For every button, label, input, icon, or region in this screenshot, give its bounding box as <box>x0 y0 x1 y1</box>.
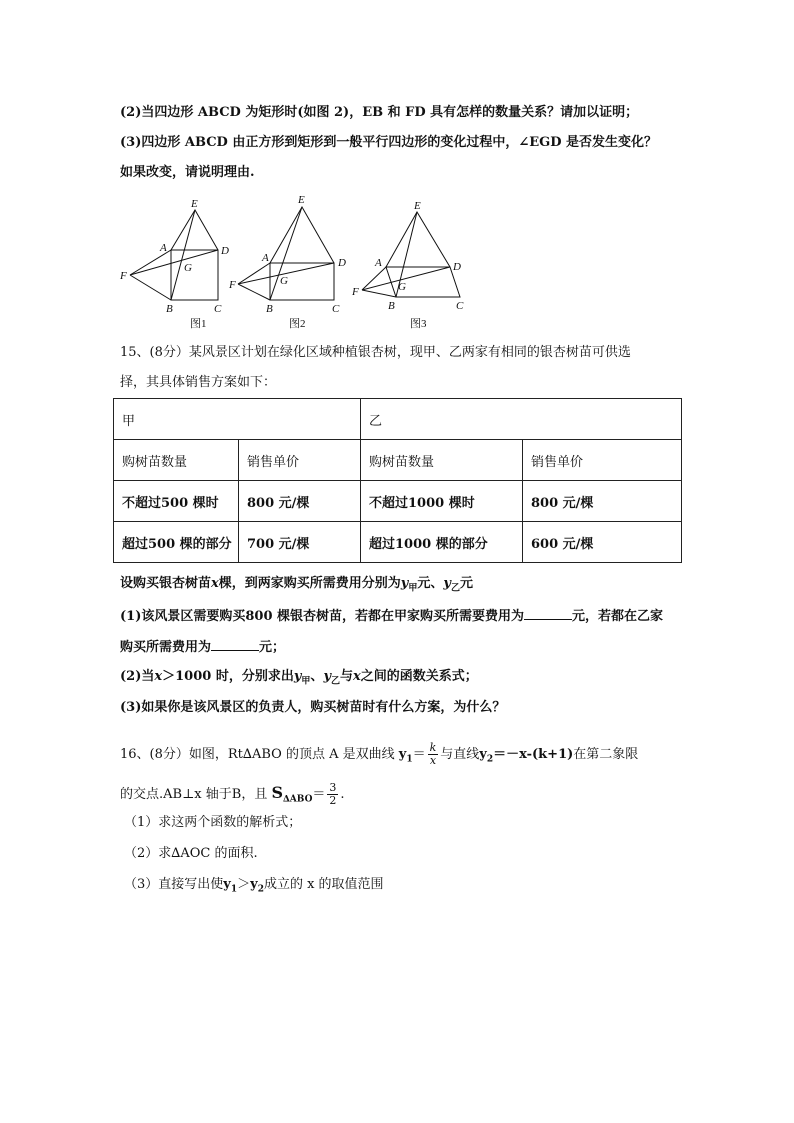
table-cell: 超过500 棵的部分 <box>114 522 239 563</box>
frac-numerator: k <box>429 741 437 754</box>
var-y1 <box>398 747 413 765</box>
fraction-k-over-x <box>428 742 439 767</box>
fig3-label-e: E <box>414 200 421 212</box>
answer-blank <box>211 636 259 651</box>
area-subscript: ∆ABO <box>283 794 313 805</box>
table-row <box>114 440 682 481</box>
var-y2 <box>479 747 494 765</box>
fig1-label-c: C <box>214 303 222 315</box>
q14-part3-line2: 如果改变，请说明理由. <box>120 165 255 180</box>
fig3-label-b: B <box>388 300 395 312</box>
period: . <box>340 787 345 802</box>
table-cell: 超过1000 棵的部分 <box>361 522 523 563</box>
fig2-label-d: D <box>338 257 346 269</box>
sub-2: 2 <box>486 754 494 765</box>
var-x: x <box>154 669 163 684</box>
q15-part1-line1 <box>120 605 663 627</box>
table-header-cell: 销售单价 <box>523 440 682 481</box>
q15-setup-text-2: 棵，到两家购买所需费用分别为 <box>218 576 401 591</box>
fig3-label-c: C <box>456 300 464 312</box>
var-y: y <box>293 669 302 684</box>
table-cell: 700 元/棵 <box>239 522 361 563</box>
table-row <box>114 481 682 522</box>
fig3-label-g: G <box>398 281 406 293</box>
sub-2: 2 <box>257 884 264 895</box>
sub-1: 1 <box>406 754 413 765</box>
table-header-cell: 购树苗数量 <box>361 440 523 481</box>
table-cell: 不超过1000 棵时 <box>361 481 523 522</box>
var-y: y <box>323 669 331 684</box>
q16-text: 16、(8分）如图，Rt∆ABO 的顶点 A 是双曲线 <box>120 747 395 762</box>
caption-fig2: 图2 <box>289 318 306 330</box>
q15-intro-line2: 择，其具体销售方案如下： <box>120 375 277 390</box>
fig2-label-a: A <box>262 252 269 264</box>
q15-setup-text: 设购买银杏树苗 <box>120 576 212 591</box>
q15-intro-line1: 15、(8分）某风景区计划在绿化区域种植银杏树，现甲、乙两家有相同的银杏树苗可供选 <box>120 345 631 360</box>
fig1-label-f: F <box>120 270 127 282</box>
q15-p1-text: (1)该风景区需要购买800 棵银杏树苗，若都在甲家购买所需要费用为 <box>120 609 525 624</box>
var-y: y <box>479 747 487 762</box>
q15-part3: (3)如果你是该风景区的负责人，购买树苗时有什么方案，为什么？ <box>120 700 506 715</box>
q15-p2-text-4: 之间的函数关系式； <box>360 669 478 684</box>
greater-than: ＞ <box>237 877 251 892</box>
fig2-label-g: G <box>280 275 288 287</box>
sub-yi: 乙 <box>331 676 341 687</box>
table-cell: 600 元/棵 <box>523 522 682 563</box>
q16-item3-text-2: 成立的 x 的取值范围 <box>263 877 384 892</box>
sales-plan-table <box>113 398 682 563</box>
q15-setup <box>120 574 473 599</box>
q14-part2: (2)当四边形 ABCD 为矩形时(如图 2)，EB 和 FD 具有怎样的数量关系？请加以证明； <box>120 105 639 120</box>
q16-text-4: 的交点.AB⊥x 轴于B，且 <box>120 787 268 802</box>
caption-fig1: 图1 <box>190 318 207 330</box>
q16-item3-text: （3）直接写出使 <box>124 877 224 892</box>
sub-1: 1 <box>230 884 238 895</box>
fig1-label-e: E <box>191 198 198 210</box>
caption-fig3: 图3 <box>410 318 427 330</box>
table-header-cell: 销售单价 <box>239 440 361 481</box>
var-y: y <box>443 576 451 591</box>
q15-p2-text-2: ＞1000 时，分别求出 <box>162 669 294 684</box>
frac-denominator: x <box>429 754 437 767</box>
figure-1 <box>130 210 218 300</box>
q15-p2-text: (2)当 <box>120 669 155 684</box>
table-cell-vendor-b: 乙 <box>361 399 682 440</box>
table-row <box>114 522 682 563</box>
sub-yi: 乙 <box>450 583 460 594</box>
q16-text-3: 在第二象限 <box>573 747 639 762</box>
q16-line1 <box>120 740 638 775</box>
q16-item2: （2）求∆AOC 的面积. <box>124 846 258 861</box>
q15-part2 <box>120 667 478 692</box>
geometry-figures <box>110 195 490 335</box>
q15-p1-text-3: 购买所需费用为 <box>120 640 212 655</box>
fraction-3-over-2 <box>327 782 338 807</box>
var-y: y <box>223 877 231 892</box>
var-x: x <box>211 576 219 591</box>
answer-blank <box>524 605 572 620</box>
q15-setup-yuan: 元 <box>459 576 473 591</box>
area-symbol: S <box>271 783 284 802</box>
q15-p2-sep: 、 <box>310 669 324 684</box>
fig2-label-b: B <box>266 303 273 315</box>
fig2-label-c: C <box>332 303 340 315</box>
q15-part1-line2 <box>120 636 285 658</box>
q16-item1: （1）求这两个函数的解析式； <box>124 815 302 830</box>
fig3-label-a: A <box>375 257 382 269</box>
equals-sign: ＝ <box>312 787 326 802</box>
q16-text-2: 与直线 <box>440 747 480 762</box>
frac-numerator: 3 <box>329 781 337 794</box>
fig1-label-g: G <box>184 262 192 274</box>
sub-jia: 甲 <box>408 583 418 594</box>
fig1-label-d: D <box>221 245 229 257</box>
var-y: y <box>398 747 407 762</box>
q15-p1-text-4: 元； <box>259 640 286 655</box>
var-x: x <box>353 669 361 684</box>
equals-sign: ＝ <box>412 747 426 762</box>
table-cell: 800 元/棵 <box>523 481 682 522</box>
fig2-label-f: F <box>229 279 236 291</box>
q15-p2-text-3: 与 <box>340 669 354 684</box>
sub-jia: 甲 <box>301 676 311 687</box>
var-y: y <box>250 877 258 892</box>
fig2-label-e: E <box>298 195 305 206</box>
var-y: y <box>400 576 409 591</box>
fig1-label-a: A <box>160 242 167 254</box>
q16-item3 <box>124 875 384 900</box>
fig1-label-b: B <box>166 303 173 315</box>
table-cell: 800 元/棵 <box>239 481 361 522</box>
q15-p1-text-2: 元，若都在乙家 <box>572 609 664 624</box>
table-cell-vendor-a: 甲 <box>114 399 361 440</box>
q15-setup-sep: 元、 <box>417 576 444 591</box>
line-expression: ＝－x-(k+1) <box>493 747 574 762</box>
figure-3 <box>362 212 460 297</box>
table-row <box>114 399 682 440</box>
frac-denominator: 2 <box>329 794 337 807</box>
q16-line2 <box>120 776 345 817</box>
table-header-cell: 购树苗数量 <box>114 440 239 481</box>
fig3-label-f: F <box>352 286 359 298</box>
fig3-label-d: D <box>453 261 461 273</box>
q14-part3-line1: (3)四边形 ABCD 由正方形到矩形到一般平行四边形的变化过程中，∠EGD 是否发生变化？ <box>120 135 658 150</box>
table-cell: 不超过500 棵时 <box>114 481 239 522</box>
